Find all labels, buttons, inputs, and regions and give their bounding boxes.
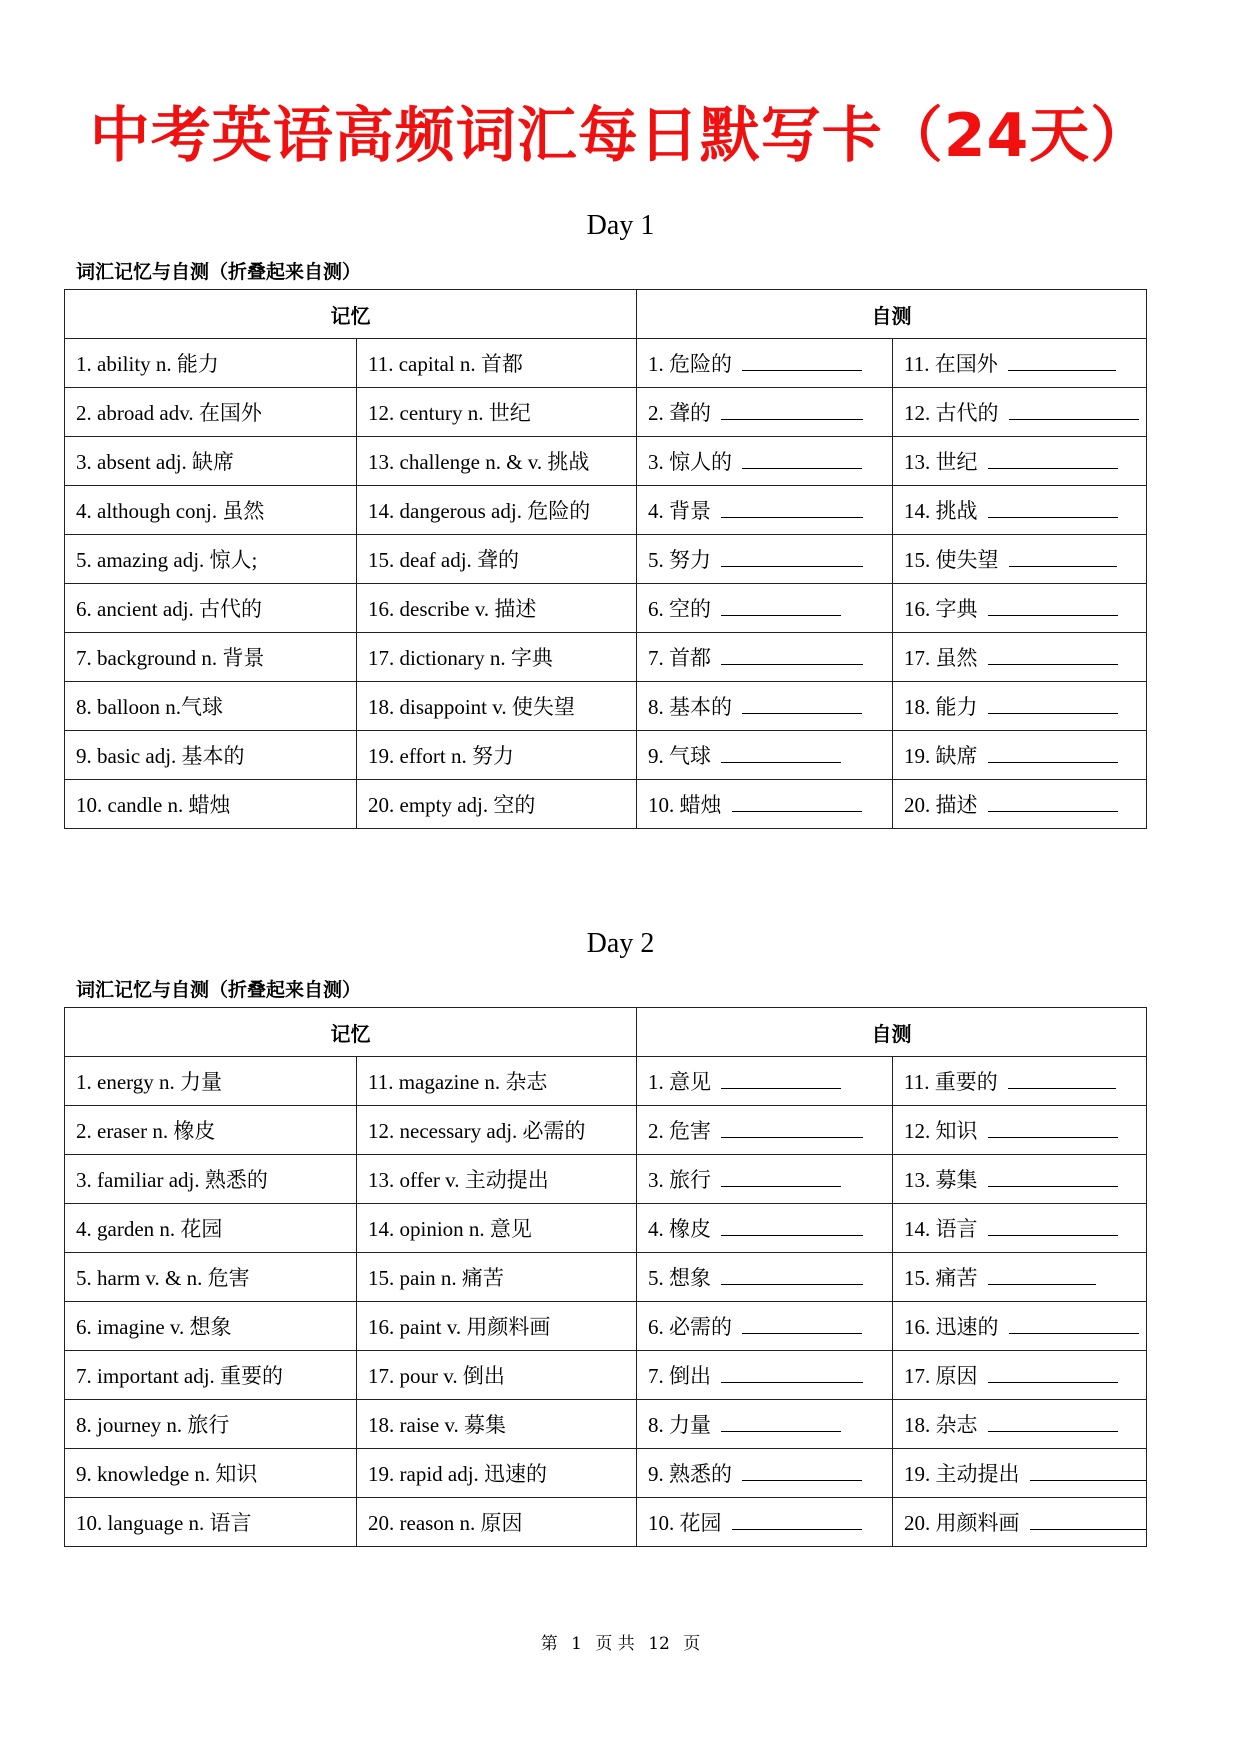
test-entry [637, 1449, 893, 1498]
memory-entry-text: 12. century n. 世纪 [368, 401, 531, 425]
vocab-table-day1 [64, 289, 1147, 829]
answer-blank[interactable] [988, 1362, 1118, 1383]
answer-blank[interactable] [742, 448, 862, 469]
test-entry-text: 1. 危险的 [648, 352, 732, 376]
test-entry-text: 4. 橡皮 [648, 1217, 711, 1241]
answer-blank[interactable] [732, 791, 862, 812]
memory-entry-text: 7. important adj. 重要的 [76, 1364, 284, 1388]
memory-entry-text: 4. although conj. 虽然 [76, 499, 265, 523]
memory-entry-text: 15. pain n. 痛苦 [368, 1266, 504, 1290]
test-entry [893, 388, 1147, 437]
test-entry [893, 1155, 1147, 1204]
test-entry-text: 4. 背景 [648, 499, 711, 523]
answer-blank[interactable] [721, 1117, 863, 1138]
test-entry-text: 5. 努力 [648, 548, 711, 572]
table-row [65, 1449, 1147, 1498]
test-entry-text: 5. 想象 [648, 1266, 711, 1290]
memory-entry-text: 11. magazine n. 杂志 [368, 1070, 548, 1094]
test-entry-text: 17. 虽然 [904, 646, 978, 670]
test-entry-text: 20. 描述 [904, 793, 978, 817]
answer-blank[interactable] [988, 448, 1118, 469]
test-entry [637, 486, 893, 535]
test-entry [893, 535, 1147, 584]
test-entry [893, 1400, 1147, 1449]
test-entry-text: 2. 危害 [648, 1119, 711, 1143]
test-entry-text: 16. 字典 [904, 597, 978, 621]
memory-entry-text: 13. challenge n. & v. 挑战 [368, 450, 590, 474]
answer-blank[interactable] [721, 399, 863, 420]
test-entry [893, 1057, 1147, 1106]
memory-entry [65, 1302, 357, 1351]
test-entry [893, 1253, 1147, 1302]
memory-entry-text: 8. balloon n.气球 [76, 695, 223, 719]
answer-blank[interactable] [988, 693, 1118, 714]
test-entry-text: 19. 缺席 [904, 744, 978, 768]
footer-current-page: 1 [571, 1634, 582, 1654]
memory-entry [65, 1351, 357, 1400]
memory-entry-text: 20. reason n. 原因 [368, 1511, 523, 1535]
memory-entry [357, 731, 637, 780]
memory-entry [357, 1449, 637, 1498]
test-entry [893, 1302, 1147, 1351]
memory-entry [357, 780, 637, 829]
memory-entry [357, 1351, 637, 1400]
section-label: 词汇记忆与自测（折叠起来自测） [76, 979, 362, 1001]
test-entry-text: 9. 气球 [648, 744, 711, 768]
memory-entry-text: 16. paint v. 用颜料画 [368, 1315, 551, 1339]
test-entry [893, 339, 1147, 388]
memory-entry-text: 14. dangerous adj. 危险的 [368, 499, 591, 523]
table-row [65, 486, 1147, 535]
answer-blank[interactable] [721, 742, 841, 763]
memory-entry-text: 7. background n. 背景 [76, 646, 265, 670]
test-entry [893, 682, 1147, 731]
test-entry [893, 780, 1147, 829]
table-row [65, 1204, 1147, 1253]
test-entry [637, 535, 893, 584]
memory-entry-text: 18. raise v. 募集 [368, 1413, 507, 1437]
memory-entry [357, 1400, 637, 1449]
memory-entry-text: 5. harm v. & n. 危害 [76, 1266, 250, 1290]
test-entry-text: 14. 挑战 [904, 499, 978, 523]
memory-entry [65, 1106, 357, 1155]
answer-blank[interactable] [721, 1264, 863, 1285]
table-row [65, 731, 1147, 780]
test-entry [637, 780, 893, 829]
answer-blank[interactable] [721, 1215, 863, 1236]
answer-blank[interactable] [988, 1264, 1096, 1285]
test-entry [637, 1204, 893, 1253]
test-entry [637, 1351, 893, 1400]
memory-entry [357, 1204, 637, 1253]
table-row [65, 633, 1147, 682]
memory-entry [357, 1302, 637, 1351]
test-entry-text: 10. 蜡烛 [648, 793, 722, 817]
self-test-header: 自测 [637, 1008, 1147, 1057]
table-row [65, 1302, 1147, 1351]
memory-entry-text: 1. energy n. 力量 [76, 1070, 223, 1094]
memory-entry-text: 18. disappoint v. 使失望 [368, 695, 575, 719]
memory-entry [357, 486, 637, 535]
memory-entry [357, 1155, 637, 1204]
memory-entry-text: 13. offer v. 主动提出 [368, 1168, 549, 1192]
test-entry [893, 731, 1147, 780]
test-entry [637, 731, 893, 780]
answer-blank[interactable] [988, 742, 1118, 763]
test-entry-text: 15. 痛苦 [904, 1266, 978, 1290]
test-entry [893, 1204, 1147, 1253]
answer-blank[interactable] [988, 791, 1118, 812]
table-row [65, 437, 1147, 486]
memory-entry [357, 388, 637, 437]
test-entry-text: 20. 用颜料画 [904, 1511, 1020, 1535]
answer-blank[interactable] [721, 546, 863, 567]
table-row [65, 1057, 1147, 1106]
answer-blank[interactable] [721, 1362, 863, 1383]
memory-entry [65, 437, 357, 486]
table-row [65, 584, 1147, 633]
test-entry [893, 633, 1147, 682]
test-entry-text: 9. 熟悉的 [648, 1462, 732, 1486]
memory-entry-text: 20. empty adj. 空的 [368, 793, 536, 817]
memory-entry [357, 1106, 637, 1155]
memory-entry-text: 1. ability n. 能力 [76, 352, 219, 376]
table-row [65, 1351, 1147, 1400]
test-entry [893, 584, 1147, 633]
test-entry-text: 12. 古代的 [904, 401, 999, 425]
memory-header: 记忆 [65, 290, 637, 339]
test-entry-text: 8. 基本的 [648, 695, 732, 719]
answer-blank[interactable] [988, 595, 1118, 616]
answer-blank[interactable] [988, 644, 1118, 665]
memory-entry [357, 633, 637, 682]
test-entry-text: 18. 能力 [904, 695, 978, 719]
memory-entry [357, 1057, 637, 1106]
memory-entry-text: 16. describe v. 描述 [368, 597, 537, 621]
page-footer [0, 1632, 1241, 1656]
test-entry-text: 3. 旅行 [648, 1168, 711, 1192]
memory-entry [65, 535, 357, 584]
test-entry [893, 1106, 1147, 1155]
test-entry-text: 13. 募集 [904, 1168, 978, 1192]
memory-entry-text: 17. pour v. 倒出 [368, 1364, 505, 1388]
memory-entry [357, 1498, 637, 1547]
memory-entry [65, 633, 357, 682]
memory-entry-text: 15. deaf adj. 聋的 [368, 548, 520, 572]
test-entry [893, 486, 1147, 535]
day-title: Day 1 [586, 210, 655, 241]
vocab-table-day2 [64, 1007, 1147, 1547]
answer-blank[interactable] [721, 1166, 841, 1187]
test-entry [637, 388, 893, 437]
test-entry [637, 437, 893, 486]
memory-entry [65, 1400, 357, 1449]
answer-blank[interactable] [721, 644, 863, 665]
answer-blank[interactable] [1009, 546, 1117, 567]
test-entry-text: 13. 世纪 [904, 450, 978, 474]
table-row [65, 388, 1147, 437]
section-label: 词汇记忆与自测（折叠起来自测） [76, 261, 362, 283]
test-entry [637, 1155, 893, 1204]
answer-blank[interactable] [721, 497, 863, 518]
memory-entry [65, 780, 357, 829]
memory-entry-text: 6. imagine v. 想象 [76, 1315, 232, 1339]
test-entry [893, 1351, 1147, 1400]
test-entry-text: 7. 首都 [648, 646, 711, 670]
memory-entry [357, 1253, 637, 1302]
memory-entry-text: 11. capital n. 首都 [368, 352, 523, 376]
test-entry-text: 11. 在国外 [904, 352, 998, 376]
memory-entry-text: 2. eraser n. 橡皮 [76, 1119, 216, 1143]
test-entry [637, 1400, 893, 1449]
test-entry [637, 1106, 893, 1155]
answer-blank[interactable] [1030, 1509, 1147, 1530]
answer-blank[interactable] [742, 1460, 862, 1481]
test-entry-text: 2. 聋的 [648, 401, 711, 425]
memory-entry [357, 682, 637, 731]
test-entry [637, 1302, 893, 1351]
test-entry [637, 682, 893, 731]
test-entry-text: 11. 重要的 [904, 1070, 998, 1094]
footer-mid: 页 共 [595, 1634, 635, 1654]
answer-blank[interactable] [988, 1166, 1118, 1187]
answer-blank[interactable] [1008, 1068, 1116, 1089]
test-entry-text: 6. 空的 [648, 597, 711, 621]
memory-entry [357, 339, 637, 388]
answer-blank[interactable] [988, 1117, 1118, 1138]
test-entry-text: 6. 必需的 [648, 1315, 732, 1339]
answer-blank[interactable] [721, 595, 841, 616]
memory-entry [65, 1204, 357, 1253]
footer-total-pages: 12 [648, 1634, 670, 1654]
answer-blank[interactable] [721, 1411, 841, 1432]
answer-blank[interactable] [1008, 350, 1116, 371]
test-entry [637, 584, 893, 633]
memory-entry-text: 3. absent adj. 缺席 [76, 450, 235, 474]
memory-entry [357, 584, 637, 633]
table-row [65, 1498, 1147, 1547]
footer-suffix: 页 [683, 1634, 701, 1654]
memory-entry-text: 17. dictionary n. 字典 [368, 646, 553, 670]
answer-blank[interactable] [742, 693, 862, 714]
test-entry [637, 633, 893, 682]
table-row [65, 1253, 1147, 1302]
memory-entry-text: 6. ancient adj. 古代的 [76, 597, 263, 621]
test-entry [637, 1057, 893, 1106]
table-row [65, 535, 1147, 584]
memory-entry-text: 8. journey n. 旅行 [76, 1413, 230, 1437]
table-row [65, 682, 1147, 731]
test-entry-text: 3. 惊人的 [648, 450, 732, 474]
memory-entry [65, 1498, 357, 1547]
table-row [65, 339, 1147, 388]
test-entry [893, 437, 1147, 486]
memory-entry [65, 1449, 357, 1498]
memory-entry-text: 9. knowledge n. 知识 [76, 1462, 258, 1486]
answer-blank[interactable] [1009, 399, 1139, 420]
memory-entry [65, 1155, 357, 1204]
test-entry-text: 17. 原因 [904, 1364, 978, 1388]
memory-entry-text: 9. basic adj. 基本的 [76, 744, 245, 768]
memory-entry [65, 388, 357, 437]
answer-blank[interactable] [732, 1509, 862, 1530]
memory-entry-text: 14. opinion n. 意见 [368, 1217, 532, 1241]
memory-entry [65, 486, 357, 535]
answer-blank[interactable] [721, 1068, 841, 1089]
test-entry-text: 8. 力量 [648, 1413, 711, 1437]
test-entry-text: 19. 主动提出 [904, 1462, 1020, 1486]
answer-blank[interactable] [988, 1215, 1118, 1236]
table-row [65, 1155, 1147, 1204]
test-entry-text: 7. 倒出 [648, 1364, 711, 1388]
test-entry-text: 14. 语言 [904, 1217, 978, 1241]
table-row [65, 1400, 1147, 1449]
memory-entry [65, 1253, 357, 1302]
test-entry-text: 1. 意见 [648, 1070, 711, 1094]
memory-entry-text: 2. abroad adv. 在国外 [76, 401, 262, 425]
footer-prefix: 第 [540, 1634, 558, 1654]
memory-entry-text: 19. rapid adj. 迅速的 [368, 1462, 548, 1486]
memory-entry [65, 584, 357, 633]
memory-header: 记忆 [65, 1008, 637, 1057]
memory-entry [357, 535, 637, 584]
memory-entry [65, 682, 357, 731]
memory-entry-text: 10. language n. 语言 [76, 1511, 252, 1535]
test-entry [637, 339, 893, 388]
memory-entry-text: 3. familiar adj. 熟悉的 [76, 1168, 268, 1192]
answer-blank[interactable] [742, 1313, 862, 1334]
table-row [65, 1106, 1147, 1155]
memory-entry-text: 12. necessary adj. 必需的 [368, 1119, 586, 1143]
answer-blank[interactable] [988, 1411, 1118, 1432]
memory-entry [65, 339, 357, 388]
memory-entry-text: 19. effort n. 努力 [368, 744, 515, 768]
test-entry-text: 15. 使失望 [904, 548, 999, 572]
test-entry [893, 1498, 1147, 1547]
test-entry-text: 18. 杂志 [904, 1413, 978, 1437]
memory-entry-text: 4. garden n. 花园 [76, 1217, 223, 1241]
memory-entry-text: 5. amazing adj. 惊人; [76, 548, 258, 572]
memory-entry [65, 731, 357, 780]
test-entry-text: 12. 知识 [904, 1119, 978, 1143]
table-row [65, 780, 1147, 829]
test-entry [637, 1253, 893, 1302]
day-title: Day 2 [586, 928, 655, 959]
test-entry-text: 10. 花园 [648, 1511, 722, 1535]
answer-blank[interactable] [1009, 1313, 1139, 1334]
memory-entry [357, 437, 637, 486]
test-entry [637, 1498, 893, 1547]
test-entry-text: 16. 迅速的 [904, 1315, 999, 1339]
test-entry [893, 1449, 1147, 1498]
answer-blank[interactable] [988, 497, 1118, 518]
memory-entry [65, 1057, 357, 1106]
answer-blank[interactable] [742, 350, 862, 371]
page-title: 中考英语高频词汇每日默写卡（24天） [89, 101, 1152, 171]
self-test-header: 自测 [637, 290, 1147, 339]
answer-blank[interactable] [1030, 1460, 1147, 1481]
memory-entry-text: 10. candle n. 蜡烛 [76, 793, 231, 817]
